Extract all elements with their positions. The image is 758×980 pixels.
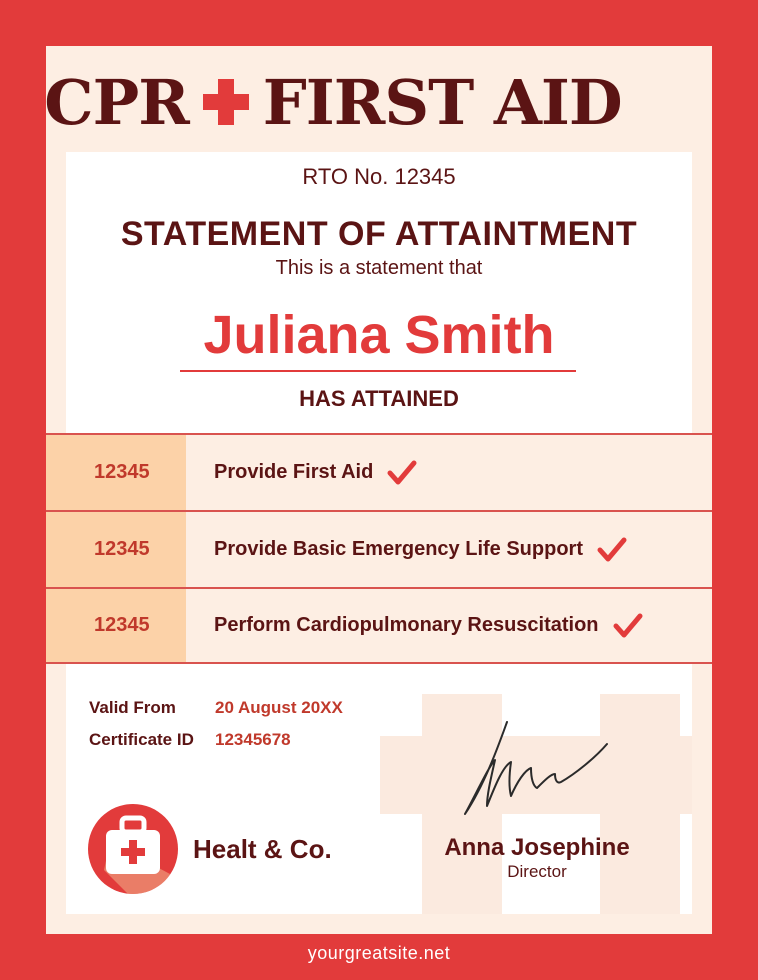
attained-label: HAS ATTAINED (299, 386, 459, 411)
statement-heading: STATEMENT OF ATTAINTMENT (120, 215, 638, 253)
certificate-id-row (89, 724, 343, 756)
recipient-name: Juliana Smith (203, 305, 555, 365)
valid-from-row (89, 692, 343, 724)
unit-code: 12345 (46, 512, 186, 587)
certificate-id-label: Certificate ID (89, 730, 194, 749)
certificate-id-value: 12345678 (215, 730, 291, 749)
unit-code: 12345 (46, 435, 186, 510)
unit-title-cell (186, 435, 712, 510)
unit-title: Provide First Aid (214, 461, 374, 483)
unit-title: Provide Basic Emergency Life Support (214, 538, 583, 560)
red-cross-icon (203, 79, 249, 125)
organization-name: Healt & Co. (193, 834, 332, 864)
director-signature (455, 714, 625, 824)
checkmark-icon (597, 535, 627, 565)
director-name: Anna Josephine (444, 834, 630, 861)
certificate-details (89, 692, 343, 756)
unit-row (46, 433, 712, 510)
title-first-aid: FIRST AID (262, 65, 622, 139)
unit-title: Perform Cardiopulmonary Resuscitation (214, 614, 599, 636)
statement-subheading: This is a statement that (275, 257, 483, 279)
unit-title-cell (186, 512, 712, 587)
checkmark-icon (387, 458, 417, 488)
director-role: Director (507, 862, 567, 881)
valid-from-label: Valid From (89, 698, 176, 717)
first-aid-kit-icon (88, 804, 178, 894)
certificate-title (0, 62, 666, 142)
rto-number: RTO No. 12345 (302, 164, 456, 189)
footer-website: yourgreatsite.net (307, 943, 451, 963)
unit-row (46, 510, 712, 587)
valid-from-value: 20 August 20XX (215, 698, 343, 717)
unit-code: 12345 (46, 589, 186, 662)
name-underline (180, 370, 576, 372)
unit-row (46, 587, 712, 664)
checkmark-icon (613, 611, 643, 641)
title-cpr: CPR (44, 65, 189, 139)
units-table (46, 433, 712, 664)
unit-title-cell (186, 589, 712, 662)
